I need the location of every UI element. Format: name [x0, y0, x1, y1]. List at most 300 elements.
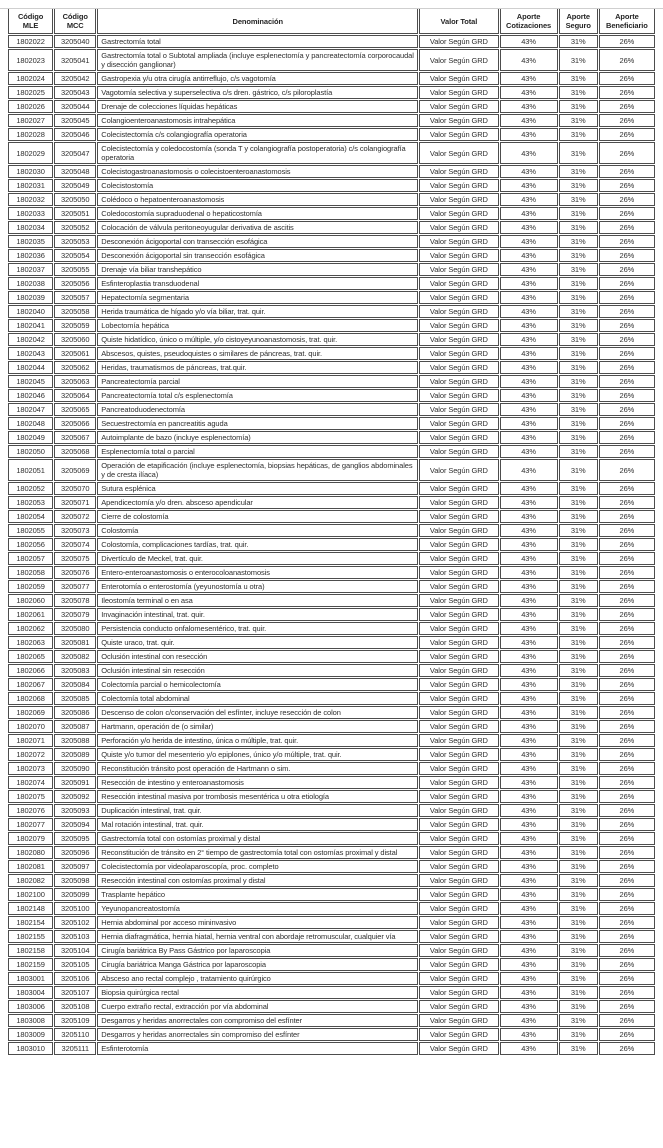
- denominacion-cell: Apendicectomía y/o dren. absceso apendicular: [97, 496, 418, 509]
- valor-total-cell: Valor Según GRD: [419, 524, 498, 537]
- aporte-beneficiario-cell: 26%: [599, 142, 655, 164]
- codigo-mcc-cell: 3205062: [54, 361, 96, 374]
- codigo-mcc-cell: 3205072: [54, 510, 96, 523]
- codigo-mle-cell: 1802035: [8, 235, 53, 248]
- codigo-mle-cell: 1802075: [8, 790, 53, 803]
- codigo-mle-cell: 1802158: [8, 944, 53, 957]
- valor-total-cell: Valor Según GRD: [419, 930, 498, 943]
- table-row: [8, 114, 655, 127]
- table-row: [8, 333, 655, 346]
- aporte-beneficiario-cell: 26%: [599, 49, 655, 71]
- codigo-mcc-cell: 3205109: [54, 1014, 96, 1027]
- valor-total-cell: Valor Según GRD: [419, 114, 498, 127]
- aporte-seguro-cell: 31%: [559, 277, 598, 290]
- aporte-cotizaciones-cell: 43%: [500, 552, 558, 565]
- aporte-beneficiario-cell: 26%: [599, 636, 655, 649]
- valor-total-cell: Valor Según GRD: [419, 277, 498, 290]
- codigo-mcc-cell: 3205088: [54, 734, 96, 747]
- table-row: [8, 720, 655, 733]
- aporte-seguro-cell: 31%: [559, 72, 598, 85]
- aporte-beneficiario-cell: 26%: [599, 986, 655, 999]
- codigo-mle-cell: 1802080: [8, 846, 53, 859]
- codigo-mle-cell: 1802041: [8, 319, 53, 332]
- aporte-beneficiario-cell: 26%: [599, 277, 655, 290]
- codigo-mle-cell: 1802043: [8, 347, 53, 360]
- aporte-cotizaciones-cell: 43%: [500, 72, 558, 85]
- denominacion-cell: Pancreatectomía total c/s esplenectomía: [97, 389, 418, 402]
- aporte-cotizaciones-cell: 43%: [500, 776, 558, 789]
- aporte-beneficiario-cell: 26%: [599, 333, 655, 346]
- valor-total-cell: Valor Según GRD: [419, 361, 498, 374]
- denominacion-cell: Resección de intestino y enteroanastomosis: [97, 776, 418, 789]
- aporte-seguro-cell: 31%: [559, 1000, 598, 1013]
- denominacion-cell: Hartmann, operación de (o similar): [97, 720, 418, 733]
- codigo-mcc-cell: 3205079: [54, 608, 96, 621]
- valor-total-cell: Valor Según GRD: [419, 902, 498, 915]
- table-row: [8, 524, 655, 537]
- aporte-cotizaciones-cell: 43%: [500, 445, 558, 458]
- aporte-cotizaciones-cell: 43%: [500, 361, 558, 374]
- aporte-seguro-cell: 31%: [559, 720, 598, 733]
- aporte-beneficiario-cell: 26%: [599, 860, 655, 873]
- aporte-seguro-cell: 31%: [559, 958, 598, 971]
- aporte-seguro-cell: 31%: [559, 1028, 598, 1041]
- aporte-seguro-cell: 31%: [559, 207, 598, 220]
- codigo-mcc-cell: 3205067: [54, 431, 96, 444]
- valor-total-cell: Valor Según GRD: [419, 888, 498, 901]
- table-row: [8, 566, 655, 579]
- codigo-mcc-cell: 3205040: [54, 35, 96, 48]
- codigo-mle-cell: 1802037: [8, 263, 53, 276]
- aporte-beneficiario-cell: 26%: [599, 846, 655, 859]
- codigo-mle-cell: 1802025: [8, 86, 53, 99]
- valor-total-cell: Valor Según GRD: [419, 944, 498, 957]
- valor-total-cell: Valor Según GRD: [419, 235, 498, 248]
- codigo-mcc-cell: 3205077: [54, 580, 96, 593]
- aporte-beneficiario-cell: 26%: [599, 776, 655, 789]
- table-row: [8, 916, 655, 929]
- denominacion-cell: Cirugía bariátrica By Pass Gástrico por laparoscopia: [97, 944, 418, 957]
- denominacion-cell: Colangioenteroanastomosis intrahepática: [97, 114, 418, 127]
- codigo-mcc-cell: 3205091: [54, 776, 96, 789]
- valor-total-cell: Valor Según GRD: [419, 142, 498, 164]
- denominacion-cell: Lobectomía hepática: [97, 319, 418, 332]
- codigo-mle-cell: 1802063: [8, 636, 53, 649]
- aporte-cotizaciones-cell: 43%: [500, 566, 558, 579]
- codigo-mcc-cell: 3205044: [54, 100, 96, 113]
- aporte-seguro-cell: 31%: [559, 142, 598, 164]
- aporte-seguro-cell: 31%: [559, 417, 598, 430]
- valor-total-cell: Valor Según GRD: [419, 333, 498, 346]
- codigo-mle-cell: 1802034: [8, 221, 53, 234]
- aporte-cotizaciones-cell: 43%: [500, 142, 558, 164]
- codigo-mcc-cell: 3205103: [54, 930, 96, 943]
- aporte-seguro-cell: 31%: [559, 762, 598, 775]
- table-row: [8, 790, 655, 803]
- aporte-beneficiario-cell: 26%: [599, 650, 655, 663]
- codigo-mle-cell: 1802047: [8, 403, 53, 416]
- codigo-mcc-cell: 3205056: [54, 277, 96, 290]
- valor-total-cell: Valor Según GRD: [419, 706, 498, 719]
- table-row: [8, 482, 655, 495]
- denominacion-cell: Reconstitución de tránsito en 2° tiempo de gastrectomía total con ostomías proximal y distal: [97, 846, 418, 859]
- denominacion-cell: Secuestrectomía en pancreatitis aguda: [97, 417, 418, 430]
- aporte-cotizaciones-cell: 43%: [500, 389, 558, 402]
- codigo-mcc-cell: 3205073: [54, 524, 96, 537]
- denominacion-cell: Coledocostomía supraduodenal o hepaticostomía: [97, 207, 418, 220]
- codigo-mcc-cell: 3205095: [54, 832, 96, 845]
- aporte-beneficiario-cell: 26%: [599, 319, 655, 332]
- table-row: [8, 692, 655, 705]
- codigo-mcc-cell: 3205076: [54, 566, 96, 579]
- valor-total-cell: Valor Según GRD: [419, 431, 498, 444]
- aporte-cotizaciones-cell: 43%: [500, 1042, 558, 1055]
- aporte-seguro-cell: 31%: [559, 263, 598, 276]
- codigo-mcc-cell: 3205084: [54, 678, 96, 691]
- column-header-codigo-mcc: Código MCC: [54, 8, 96, 34]
- denominacion-cell: Ileostomía terminal o en asa: [97, 594, 418, 607]
- denominacion-cell: Biopsia quirúrgica rectal: [97, 986, 418, 999]
- table-row: [8, 748, 655, 761]
- aporte-beneficiario-cell: 26%: [599, 207, 655, 220]
- valor-total-cell: Valor Según GRD: [419, 445, 498, 458]
- aporte-seguro-cell: 31%: [559, 650, 598, 663]
- table-row: [8, 888, 655, 901]
- codigo-mcc-cell: 3205083: [54, 664, 96, 677]
- header-row: [8, 8, 655, 34]
- denominacion-cell: Oclusión intestinal sin resección: [97, 664, 418, 677]
- aporte-beneficiario-cell: 26%: [599, 347, 655, 360]
- aporte-beneficiario-cell: 26%: [599, 305, 655, 318]
- codigo-mcc-cell: 3205081: [54, 636, 96, 649]
- table-row: [8, 179, 655, 192]
- table-row: [8, 678, 655, 691]
- aporte-beneficiario-cell: 26%: [599, 818, 655, 831]
- aporte-seguro-cell: 31%: [559, 916, 598, 929]
- table-row: [8, 580, 655, 593]
- denominacion-cell: Divertículo de Meckel, trat. quir.: [97, 552, 418, 565]
- aporte-beneficiario-cell: 26%: [599, 762, 655, 775]
- codigo-mle-cell: 1802050: [8, 445, 53, 458]
- codigo-mle-cell: 1803009: [8, 1028, 53, 1041]
- codigo-mle-cell: 1803006: [8, 1000, 53, 1013]
- table-header: [8, 8, 655, 34]
- aporte-beneficiario-cell: 26%: [599, 832, 655, 845]
- valor-total-cell: Valor Según GRD: [419, 403, 498, 416]
- aporte-beneficiario-cell: 26%: [599, 748, 655, 761]
- table-row: [8, 193, 655, 206]
- denominacion-cell: Hernia diafragmática, hernia hiatal, hernia ventral con abordaje retromuscular, cualquier vía: [97, 930, 418, 943]
- aporte-cotizaciones-cell: 43%: [500, 347, 558, 360]
- valor-total-cell: Valor Según GRD: [419, 1014, 498, 1027]
- codigo-mle-cell: 1803001: [8, 972, 53, 985]
- codigo-mcc-cell: 3205060: [54, 333, 96, 346]
- denominacion-cell: Desgarros y heridas anorrectales sin compromiso del esfínter: [97, 1028, 418, 1041]
- aporte-seguro-cell: 31%: [559, 431, 598, 444]
- valor-total-cell: Valor Según GRD: [419, 636, 498, 649]
- codigo-mcc-cell: 3205057: [54, 291, 96, 304]
- denominacion-cell: Colectomía parcial o hemicolectomía: [97, 678, 418, 691]
- codigo-mcc-cell: 3205064: [54, 389, 96, 402]
- aporte-cotizaciones-cell: 43%: [500, 263, 558, 276]
- table-row: [8, 804, 655, 817]
- codigo-mcc-cell: 3205074: [54, 538, 96, 551]
- valor-total-cell: Valor Según GRD: [419, 580, 498, 593]
- codigo-mcc-cell: 3205059: [54, 319, 96, 332]
- aporte-cotizaciones-cell: 43%: [500, 972, 558, 985]
- valor-total-cell: Valor Según GRD: [419, 496, 498, 509]
- aporte-cotizaciones-cell: 43%: [500, 207, 558, 220]
- table-row: [8, 100, 655, 113]
- denominacion-cell: Cirugía bariátrica Manga Gástrica por laparoscopia: [97, 958, 418, 971]
- aporte-seguro-cell: 31%: [559, 818, 598, 831]
- aporte-seguro-cell: 31%: [559, 100, 598, 113]
- denominacion-cell: Yeyunopancreatostomía: [97, 902, 418, 915]
- codigo-mle-cell: 1802155: [8, 930, 53, 943]
- aporte-cotizaciones-cell: 43%: [500, 431, 558, 444]
- codigo-mcc-cell: 3205098: [54, 874, 96, 887]
- codigo-mcc-cell: 3205097: [54, 860, 96, 873]
- aporte-seguro-cell: 31%: [559, 165, 598, 178]
- codigo-mle-cell: 1802049: [8, 431, 53, 444]
- codigo-mcc-cell: 3205052: [54, 221, 96, 234]
- aporte-cotizaciones-cell: 43%: [500, 720, 558, 733]
- aporte-seguro-cell: 31%: [559, 305, 598, 318]
- aporte-cotizaciones-cell: 43%: [500, 846, 558, 859]
- table-row: [8, 860, 655, 873]
- codigo-mcc-cell: 3205058: [54, 305, 96, 318]
- codigo-mle-cell: 1802030: [8, 165, 53, 178]
- aporte-cotizaciones-cell: 43%: [500, 524, 558, 537]
- aporte-cotizaciones-cell: 43%: [500, 510, 558, 523]
- codigo-mcc-cell: 3205089: [54, 748, 96, 761]
- codigo-mle-cell: 1802077: [8, 818, 53, 831]
- valor-total-cell: Valor Según GRD: [419, 221, 498, 234]
- codigo-mle-cell: 1802081: [8, 860, 53, 873]
- aporte-beneficiario-cell: 26%: [599, 972, 655, 985]
- codigo-mcc-cell: 3205087: [54, 720, 96, 733]
- aporte-seguro-cell: 31%: [559, 114, 598, 127]
- aporte-beneficiario-cell: 26%: [599, 482, 655, 495]
- aporte-beneficiario-cell: 26%: [599, 179, 655, 192]
- table-row: [8, 35, 655, 48]
- codigo-mcc-cell: 3205051: [54, 207, 96, 220]
- valor-total-cell: Valor Según GRD: [419, 790, 498, 803]
- valor-total-cell: Valor Según GRD: [419, 263, 498, 276]
- table-row: [8, 664, 655, 677]
- aporte-seguro-cell: 31%: [559, 846, 598, 859]
- codigo-mcc-cell: 3205102: [54, 916, 96, 929]
- valor-total-cell: Valor Según GRD: [419, 804, 498, 817]
- aporte-beneficiario-cell: 26%: [599, 165, 655, 178]
- codigo-mcc-cell: 3205071: [54, 496, 96, 509]
- aporte-seguro-cell: 31%: [559, 734, 598, 747]
- codigo-mle-cell: 1802079: [8, 832, 53, 845]
- table-row: [8, 552, 655, 565]
- table-row: [8, 445, 655, 458]
- denominacion-cell: Pancreatoduodenectomía: [97, 403, 418, 416]
- aporte-cotizaciones-cell: 43%: [500, 874, 558, 887]
- codigo-mle-cell: 1802053: [8, 496, 53, 509]
- table-row: [8, 1028, 655, 1041]
- codigo-mcc-cell: 3205110: [54, 1028, 96, 1041]
- codigo-mcc-cell: 3205094: [54, 818, 96, 831]
- valor-total-cell: Valor Según GRD: [419, 165, 498, 178]
- codigo-mle-cell: 1802038: [8, 277, 53, 290]
- denominacion-cell: Gastropexia y/u otra cirugía antirreflujo, c/s vagotomía: [97, 72, 418, 85]
- aporte-seguro-cell: 31%: [559, 496, 598, 509]
- table-row: [8, 608, 655, 621]
- denominacion-cell: Colostomía: [97, 524, 418, 537]
- denominacion-cell: Desgarros y heridas anorrectales con compromiso del esfínter: [97, 1014, 418, 1027]
- table-row: [8, 403, 655, 416]
- denominacion-cell: Reconstitución tránsito post operación de Hartmann o sim.: [97, 762, 418, 775]
- codigo-mcc-cell: 3205063: [54, 375, 96, 388]
- codigo-mcc-cell: 3205078: [54, 594, 96, 607]
- codigo-mle-cell: 1802061: [8, 608, 53, 621]
- aporte-beneficiario-cell: 26%: [599, 608, 655, 621]
- codigo-mle-cell: 1802076: [8, 804, 53, 817]
- denominacion-cell: Quiste y/o tumor del mesenterio y/o epiplones, único y/o múltiple, trat. quir.: [97, 748, 418, 761]
- page-top-edge-line: [0, 8, 663, 9]
- valor-total-cell: Valor Según GRD: [419, 1042, 498, 1055]
- aporte-beneficiario-cell: 26%: [599, 706, 655, 719]
- valor-total-cell: Valor Según GRD: [419, 594, 498, 607]
- codigo-mle-cell: 1802066: [8, 664, 53, 677]
- valor-total-cell: Valor Según GRD: [419, 916, 498, 929]
- codigo-mcc-cell: 3205049: [54, 179, 96, 192]
- table-row: [8, 538, 655, 551]
- aporte-beneficiario-cell: 26%: [599, 417, 655, 430]
- codigo-mcc-cell: 3205092: [54, 790, 96, 803]
- aporte-beneficiario-cell: 26%: [599, 664, 655, 677]
- codigo-mcc-cell: 3205050: [54, 193, 96, 206]
- codigo-mle-cell: 1802154: [8, 916, 53, 929]
- aporte-seguro-cell: 31%: [559, 375, 598, 388]
- aporte-cotizaciones-cell: 43%: [500, 678, 558, 691]
- table-row: [8, 650, 655, 663]
- denominacion-cell: Vagotomía selectiva y superselectiva c/s dren. gástrico, c/s piloroplastía: [97, 86, 418, 99]
- codigo-mle-cell: 1802042: [8, 333, 53, 346]
- codigo-mle-cell: 1802072: [8, 748, 53, 761]
- aporte-beneficiario-cell: 26%: [599, 902, 655, 915]
- aporte-cotizaciones-cell: 43%: [500, 375, 558, 388]
- denominacion-cell: Mal rotación intestinal, trat. quir.: [97, 818, 418, 831]
- table-row: [8, 776, 655, 789]
- aporte-seguro-cell: 31%: [559, 944, 598, 957]
- codigo-mcc-cell: 3205085: [54, 692, 96, 705]
- aporte-cotizaciones-cell: 43%: [500, 748, 558, 761]
- valor-total-cell: Valor Según GRD: [419, 128, 498, 141]
- aporte-seguro-cell: 31%: [559, 235, 598, 248]
- aporte-cotizaciones-cell: 43%: [500, 650, 558, 663]
- denominacion-cell: Heridas, traumatismos de páncreas, trat.quir.: [97, 361, 418, 374]
- valor-total-cell: Valor Según GRD: [419, 35, 498, 48]
- aporte-beneficiario-cell: 26%: [599, 888, 655, 901]
- valor-total-cell: Valor Según GRD: [419, 49, 498, 71]
- denominacion-cell: Gastrectomía total con ostomías proximal y distal: [97, 832, 418, 845]
- aporte-cotizaciones-cell: 43%: [500, 49, 558, 71]
- codigo-mcc-cell: 3205100: [54, 902, 96, 915]
- codigo-mcc-cell: 3205042: [54, 72, 96, 85]
- codigo-mcc-cell: 3205096: [54, 846, 96, 859]
- aporte-cotizaciones-cell: 43%: [500, 319, 558, 332]
- codigo-mcc-cell: 3205055: [54, 263, 96, 276]
- valor-total-cell: Valor Según GRD: [419, 72, 498, 85]
- aporte-seguro-cell: 31%: [559, 249, 598, 262]
- aporte-seguro-cell: 31%: [559, 790, 598, 803]
- codigo-mle-cell: 1802065: [8, 650, 53, 663]
- valor-total-cell: Valor Según GRD: [419, 692, 498, 705]
- codigo-mcc-cell: 3205090: [54, 762, 96, 775]
- aporte-cotizaciones-cell: 43%: [500, 944, 558, 957]
- valor-total-cell: Valor Según GRD: [419, 776, 498, 789]
- aporte-cotizaciones-cell: 43%: [500, 86, 558, 99]
- aporte-cotizaciones-cell: 43%: [500, 459, 558, 481]
- aporte-beneficiario-cell: 26%: [599, 459, 655, 481]
- aporte-beneficiario-cell: 26%: [599, 389, 655, 402]
- codigo-mle-cell: 1802068: [8, 692, 53, 705]
- valor-total-cell: Valor Según GRD: [419, 179, 498, 192]
- codigo-mle-cell: 1802071: [8, 734, 53, 747]
- denominacion-cell: Drenaje de colecciones líquidas hepáticas: [97, 100, 418, 113]
- denominacion-cell: Colédoco o hepatoenteroanastomosis: [97, 193, 418, 206]
- aporte-seguro-cell: 31%: [559, 538, 598, 551]
- valor-total-cell: Valor Según GRD: [419, 305, 498, 318]
- table-row: [8, 128, 655, 141]
- aporte-beneficiario-cell: 26%: [599, 524, 655, 537]
- aporte-seguro-cell: 31%: [559, 403, 598, 416]
- codigo-mle-cell: 1802045: [8, 375, 53, 388]
- table-row: [8, 972, 655, 985]
- aporte-cotizaciones-cell: 43%: [500, 1028, 558, 1041]
- column-header-aporte-seguro: Aporte Seguro: [559, 8, 598, 34]
- denominacion-cell: Enterotomía o enterostomía (yeyunostomía u otra): [97, 580, 418, 593]
- table-row: [8, 221, 655, 234]
- denominacion-cell: Colectomía total abdominal: [97, 692, 418, 705]
- codigo-mle-cell: 1802032: [8, 193, 53, 206]
- column-header-codigo-mle: Código MLE: [8, 8, 53, 34]
- codigo-mcc-cell: 3205048: [54, 165, 96, 178]
- table-row: [8, 142, 655, 164]
- column-header-denominacion: Denominación: [97, 8, 418, 34]
- denominacion-cell: Gastrectomía total o Subtotal ampliada (incluye esplenectomía y pancreatectomía corporocaudal y disección ganglionar): [97, 49, 418, 71]
- aporte-beneficiario-cell: 26%: [599, 916, 655, 929]
- aporte-cotizaciones-cell: 43%: [500, 496, 558, 509]
- codigo-mle-cell: 1802070: [8, 720, 53, 733]
- valor-total-cell: Valor Según GRD: [419, 748, 498, 761]
- table-row: [8, 762, 655, 775]
- codigo-mcc-cell: 3205075: [54, 552, 96, 565]
- table-row: [8, 1014, 655, 1027]
- aporte-beneficiario-cell: 26%: [599, 1042, 655, 1055]
- aporte-seguro-cell: 31%: [559, 692, 598, 705]
- aporte-beneficiario-cell: 26%: [599, 431, 655, 444]
- table-row: [8, 510, 655, 523]
- denominacion-cell: Desconexión ácigoportal sin transección esofágica: [97, 249, 418, 262]
- table-row: [8, 622, 655, 635]
- codigo-mle-cell: 1802059: [8, 580, 53, 593]
- table-row: [8, 305, 655, 318]
- column-header-valor-total: Valor Total: [419, 8, 498, 34]
- valor-total-cell: Valor Según GRD: [419, 482, 498, 495]
- valor-total-cell: Valor Según GRD: [419, 650, 498, 663]
- denominacion-cell: Colecistectomía y coledocostomía (sonda T y colangiografía postoperatoria) c/s colangiografía operatoria: [97, 142, 418, 164]
- aporte-seguro-cell: 31%: [559, 552, 598, 565]
- denominacion-cell: Descenso de colon c/conservación del esfínter, incluye resección de colon: [97, 706, 418, 719]
- codigo-mle-cell: 1802024: [8, 72, 53, 85]
- denominacion-cell: Operación de etapificación (incluye esplenectomía, biopsias hepáticas, de ganglios abdominales y de cresta ilíaca): [97, 459, 418, 481]
